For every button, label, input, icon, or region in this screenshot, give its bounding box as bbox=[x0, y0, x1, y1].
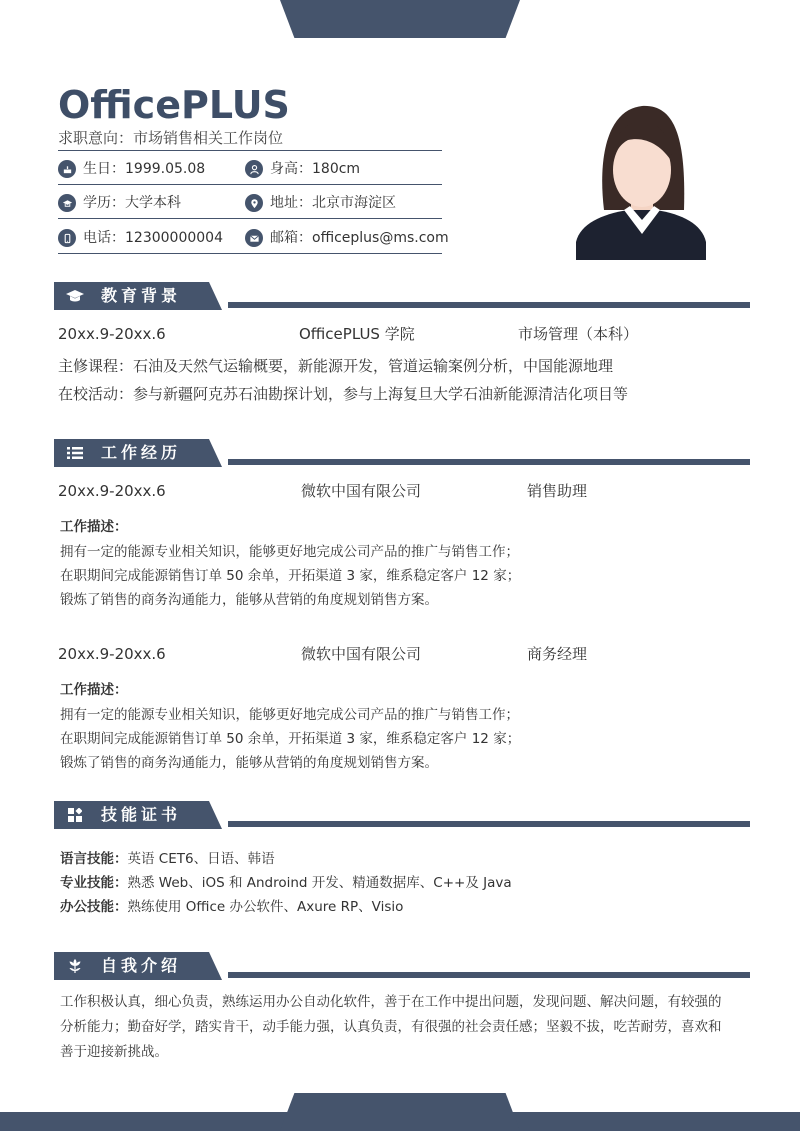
job-desc-line: 在职期间完成能源销售订单 50 余单，开拓渠道 3 家，维系稳定客户 12 家； bbox=[60, 568, 521, 584]
phone-icon bbox=[58, 229, 76, 247]
info-height bbox=[245, 159, 360, 179]
divider-line bbox=[58, 184, 442, 185]
job-desc-line: 拥有一定的能源专业相关知识，能够更好地完成公司产品的推广与销售工作； bbox=[60, 544, 519, 560]
skill-row bbox=[60, 897, 403, 917]
bottom-decor-tab bbox=[280, 1093, 520, 1131]
job-desc-line: 在职期间完成能源销售订单 50 余单，开拓渠道 3 家，维系稳定客户 12 家； bbox=[60, 731, 521, 747]
cake-icon bbox=[58, 160, 76, 178]
grid-icon bbox=[66, 801, 84, 829]
phone-text: 电话：12300000004 bbox=[83, 230, 223, 246]
divider-line bbox=[58, 253, 442, 254]
education-text: 学历：大学本科 bbox=[83, 195, 181, 211]
avatar bbox=[576, 100, 706, 260]
work-header-line bbox=[228, 459, 750, 465]
address-text: 地址：北京市海淀区 bbox=[270, 195, 396, 211]
education-school: OfficePLUS 学院 bbox=[299, 325, 415, 343]
job-period: 20xx.9-20xx.6 bbox=[58, 482, 166, 500]
info-birth bbox=[58, 159, 205, 179]
candidate-name: OfficePLUS bbox=[58, 83, 290, 127]
self-title: 自我介绍 bbox=[101, 956, 182, 975]
skill-value: 英语 CET6、日语、韩语 bbox=[127, 851, 275, 867]
skill-label: 办公技能： bbox=[60, 899, 128, 915]
job-intent-label: 求职意向： bbox=[58, 129, 134, 147]
education-header-line bbox=[228, 302, 750, 308]
info-email bbox=[245, 228, 449, 248]
skill-value: 熟练使用 Office 办公软件、Axure RP、Visio bbox=[127, 899, 404, 915]
job-desc-label: 工作描述： bbox=[60, 519, 128, 535]
job-intent-value: 市场销售相关工作岗位 bbox=[133, 129, 284, 147]
info-education bbox=[58, 193, 181, 213]
job-position: 销售助理 bbox=[527, 482, 588, 500]
self-intro-line: 善于迎接新挑战。 bbox=[60, 1044, 168, 1060]
education-courses: 主修课程：石油及天然气运输概要，新能源开发，管道运输案例分析，中国能源地理 bbox=[58, 357, 614, 375]
job-company: 微软中国有限公司 bbox=[301, 482, 422, 500]
education-period: 20xx.9-20xx.6 bbox=[58, 325, 166, 343]
job-desc-label: 工作描述： bbox=[60, 682, 128, 698]
education-activities: 在校活动：参与新疆阿克苏石油勘探计划，参与上海复旦大学石油新能源清洁化项目等 bbox=[58, 385, 629, 403]
job-desc-line: 锻炼了销售的商务沟通能力，能够从营销的角度规划销售方案。 bbox=[60, 592, 438, 608]
self-intro-line: 工作积极认真，细心负责，熟练运用办公自动化软件，善于在工作中提出问题，发现问题、解决问题，有较强的 bbox=[60, 994, 722, 1010]
education-major: 市场管理（本科） bbox=[518, 325, 639, 343]
graduation-cap-icon bbox=[66, 282, 84, 310]
mail-icon bbox=[245, 229, 263, 247]
graduation-cap-icon bbox=[58, 194, 76, 212]
flower-icon bbox=[66, 952, 84, 980]
job-desc-line: 拥有一定的能源专业相关知识，能够更好地完成公司产品的推广与销售工作； bbox=[60, 707, 519, 723]
divider-line bbox=[58, 150, 442, 151]
height-text: 身高：180cm bbox=[270, 161, 361, 177]
self-intro-line: 分析能力；勤奋好学，踏实肯干，动手能力强，认真负责，有很强的社会责任感；坚毅不拔，吃苦耐劳，喜欢和 bbox=[60, 1019, 722, 1035]
job-period: 20xx.9-20xx.6 bbox=[58, 645, 166, 663]
skills-title: 技能证书 bbox=[101, 805, 182, 824]
email-text: 邮箱：officeplus@ms.com bbox=[270, 230, 449, 246]
self-header-line bbox=[228, 972, 750, 978]
location-pin-icon bbox=[245, 194, 263, 212]
skill-value: 熟悉 Web、iOS 和 Androind 开发、精通数据库、C++及 Java bbox=[127, 875, 512, 891]
top-decor-tab bbox=[280, 0, 520, 38]
divider-line bbox=[58, 218, 442, 219]
person-icon bbox=[245, 160, 263, 178]
job-company: 微软中国有限公司 bbox=[301, 645, 422, 663]
skill-row bbox=[60, 849, 275, 869]
job-intent bbox=[58, 127, 283, 149]
list-icon bbox=[66, 439, 84, 467]
skill-label: 专业技能： bbox=[60, 875, 128, 891]
info-address bbox=[245, 193, 396, 213]
skill-row bbox=[60, 873, 512, 893]
info-phone bbox=[58, 228, 223, 248]
birth-text: 生日：1999.05.08 bbox=[83, 161, 206, 177]
work-title: 工作经历 bbox=[101, 443, 182, 462]
job-desc-line: 锻炼了销售的商务沟通能力，能够从营销的角度规划销售方案。 bbox=[60, 755, 438, 771]
education-title: 教育背景 bbox=[101, 286, 182, 305]
skill-label: 语言技能： bbox=[60, 851, 128, 867]
job-position: 商务经理 bbox=[527, 645, 588, 663]
skills-header-line bbox=[228, 821, 750, 827]
